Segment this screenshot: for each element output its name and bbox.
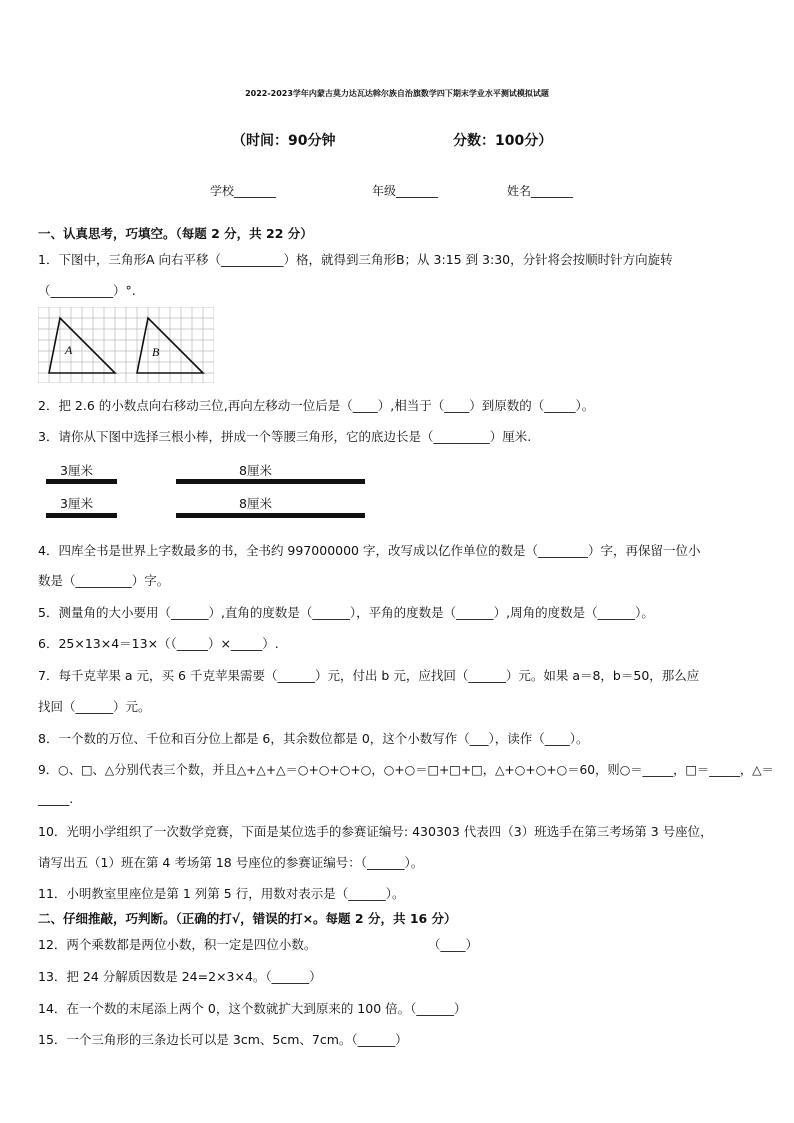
question-8: 8．一个数的万位、千位和百分位上都是 6，其余数位都是 0，这个小数写作（___），读作（____）。: [38, 731, 589, 746]
triangle-b-label: B: [152, 345, 160, 359]
stick-4-label: 8厘米: [239, 496, 272, 511]
question-5: 5．测量角的大小要用（______）,直角的度数是（______），平角的度数是（______）,周角的度数是（______）。: [38, 605, 654, 620]
school-field: 学校_______: [210, 184, 277, 198]
question-13: 13．把 24 分解质因数是 24=2×3×4。（______）: [38, 969, 322, 984]
section-2-heading: 二、仔细推敲，巧判断。（正确的打√，错误的打×。每题 2 分，共 16 分）: [38, 911, 457, 926]
stick-1-label: 3厘米: [60, 463, 93, 478]
question-9-line-1: 9．○、□、△分别代表三个数，并且△+△+△＝○+○+○+○，○+○＝□+□+□，△+○+○+○＝60，则○＝_____，□＝_____，△＝: [38, 763, 774, 777]
stick-1: [46, 479, 117, 484]
grade-field: 年级_______: [372, 184, 439, 198]
question-10-line-2: 请写出五（1）班在第 4 考场第 18 号座位的参赛证编号：（______）。: [38, 855, 424, 870]
stick-2: [176, 479, 365, 484]
question-1-line-1: 1．下图中，三角形A 向右平移（__________）格，就得到三角形B；从 3:15 到 3:30，分针将会按顺时针方向旋转: [38, 252, 673, 267]
question-2: 2．把 2.6 的小数点向右移动三位,再向左移动一位后是（____）,相当于（____）到原数的（_____）。: [38, 398, 595, 413]
section-1-heading: 一、认真思考，巧填空。（每题 2 分，共 22 分）: [38, 226, 313, 241]
question-12-blank: （____）: [428, 937, 479, 952]
question-6: 6．25×13×4＝13×（（_____）×_____）.: [38, 636, 279, 651]
question-3: 3．请你从下图中选择三根小棒，拼成一个等腰三角形，它的底边长是（_________）厘米.: [38, 429, 532, 444]
translation-grid-figure: [38, 307, 214, 383]
question-14: 14．在一个数的末尾添上两个 0，这个数就扩大到原来的 100 倍。（______）: [38, 1001, 467, 1016]
question-10-line-1: 10．光明小学组织了一次数学竞赛，下面是某位选手的参赛证编号: 430303 代表四（3）班选手在第三考场第 3 号座位，: [38, 824, 713, 839]
question-4-line-1: 4．四库全书是世界上字数最多的书，全书约 997000000 字，改写成以亿作单位的数是（________）字，再保留一位小: [38, 543, 701, 558]
exam-time: （时间：90分钟: [232, 133, 336, 149]
question-4-line-2: 数是（_________）字。: [38, 573, 170, 588]
stick-2-label: 8厘米: [239, 463, 272, 478]
question-11: 11．小明教室里座位是第 1 列第 5 行，用数对表示是（______）。: [38, 886, 405, 901]
question-7-line-1: 7．每千克苹果 a 元，买 6 千克苹果需要（______）元，付出 b 元，应找回（______）元。如果 a＝8，b＝50，那么应: [38, 668, 700, 683]
question-1-line-2: （__________）°.: [38, 283, 136, 298]
question-7-line-2: 找回（______）元。: [38, 699, 151, 714]
stick-3-label: 3厘米: [60, 496, 93, 511]
question-15: 15．一个三角形的三条边长可以是 3cm、5cm、7cm。（______）: [38, 1032, 408, 1047]
triangle-a-label: A: [65, 343, 73, 357]
exam-score: 分数：100分）: [453, 133, 553, 149]
page-title: 2022-2023学年内蒙古莫力达瓦达斡尔族自治旗数学四下期末学业水平测试模拟试题: [245, 89, 549, 98]
stick-4: [176, 513, 365, 518]
question-12: 12．两个乘数都是两位小数，积一定是四位小数。: [38, 937, 317, 952]
name-field: 姓名_______: [507, 184, 574, 198]
question-9-line-2: _____.: [38, 791, 74, 806]
stick-3: [46, 513, 117, 518]
